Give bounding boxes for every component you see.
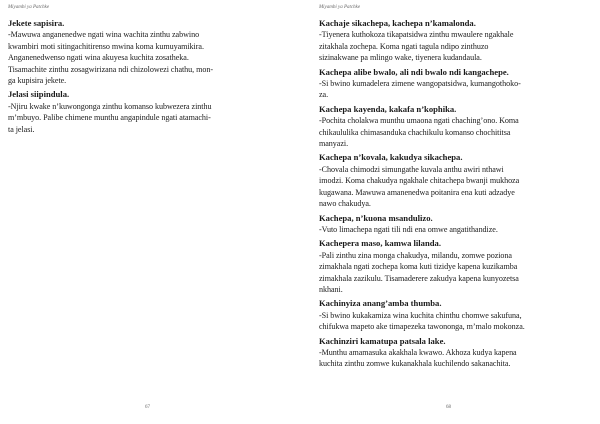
proverb-title: Kachinyiza anang’amba thumba. <box>319 298 442 309</box>
proverb-title: Kachepa n’kovala, kakudya sikachepa. <box>319 152 463 163</box>
proverb-entry <box>319 298 585 332</box>
proverb-explanation-line: manyazi. <box>319 139 349 149</box>
proverb-explanation-line: chifukwa mapeto ake timapezeka tawononga, m’malo mokonza. <box>319 322 525 332</box>
proverb-explanation-line: zimakhala ngati zochepa koma kuti tizidye kapena kuzikamba <box>319 262 518 272</box>
proverb-explanation-line: m’mbuyo. Palibe chimene munthu angapindule ngati atamachi- <box>8 113 211 123</box>
proverb-explanation-line: za. <box>319 90 329 100</box>
proverb-title: Kachepera maso, kamwa lilanda. <box>319 238 441 249</box>
proverb-explanation-line: -Pali zinthu zina monga chakudya, milandu, zomwe poziona <box>319 250 512 260</box>
proverb-title: Kachepa alibe bwalo, ali ndi bwalo ndi kangachepe. <box>319 66 509 77</box>
proverb-explanation-line: kwambiri moti sitingachitirenso mwina koma kumuyamikira. <box>8 41 204 51</box>
proverb-explanation-line: Anganenedwenso ngati wina akuyesa kuchita zosatheka. <box>8 53 189 63</box>
proverb-entry <box>319 18 585 64</box>
proverb-entry <box>319 67 585 101</box>
proverb-explanation-line: imodzi. Koma chakudya ngakhale chitachepa bwanji mukhoza <box>319 176 520 186</box>
proverb-explanation-line: Tisamachite zinthu zosagwirizana ndi chizolowezi chathu, mon- <box>8 64 214 74</box>
proverb-explanation-line: -Pochita cholakwa munthu umaona ngati chaching’ono. Koma <box>319 116 519 126</box>
proverb-explanation-line: -Si bwino kumadelera zimene wangopatsidwa, kumangothoko- <box>319 79 521 89</box>
proverb-explanation-line: nawo chakudya. <box>319 199 371 209</box>
proverb-title: Jekete sapisira. <box>8 18 65 28</box>
proverb-explanation-line: -Chovala chimodzi simungathe kuvala anthu awiri nthawi <box>319 164 504 174</box>
proverb-explanation-line: -Tiyenera kuthokoza tikapatsidwa zinthu mwaulere ngakhale <box>319 30 514 40</box>
proverb-title: Kachinziri kamatupa patsala lake. <box>319 335 446 346</box>
page-number: 67 <box>145 405 150 410</box>
proverb-explanation-line: zitakhala zochepa. Koma ngati tagula ndipo zinthuzo <box>319 41 489 51</box>
proverb-explanation-line: -Njiru kwake n’kuwongonga zinthu komanso kubwezera zinthu <box>8 101 212 111</box>
running-head: Miyambi ya Patchke <box>8 5 50 10</box>
proverb-explanation-line: kuchita zinthu zomwe kukanakhala kuchilendo sakanachita. <box>319 359 511 369</box>
proverb-entry <box>8 18 284 86</box>
proverb-title: Jelasi siipindula. <box>8 89 70 100</box>
proverb-title: Kachepa kayenda, kakafa n’kophika. <box>319 103 457 114</box>
page-content <box>319 18 585 373</box>
proverb-entry <box>319 104 585 150</box>
proverb-entry <box>319 238 585 295</box>
proverb-title: Kachepa, n’kuona msandulizo. <box>319 212 433 223</box>
proverb-explanation-line: sizinakwane pa mlingo wake, tiyenera kudandaula. <box>319 53 482 63</box>
proverb-explanation-line: ta jelasi. <box>8 124 35 134</box>
proverb-entry <box>8 89 284 135</box>
proverb-explanation-line: ga kupisira jekete. <box>8 76 67 86</box>
proverb-explanation-line: chikaululika chimasanduka chachikulu komanso chochititsa <box>319 127 511 137</box>
page-number: 68 <box>446 405 451 410</box>
proverb-explanation-line: -Mawuwa anganenedwe ngati wina wachita zinthu zabwino <box>8 30 200 40</box>
proverb-explanation-line: -Si bwino kukakamiza wina kuchita chinthu chomwe sakufuna, <box>319 310 522 320</box>
proverb-entry <box>319 336 585 370</box>
running-head: Miyambi ya Patchke <box>319 5 361 10</box>
proverb-entry <box>319 152 585 209</box>
proverb-explanation-line: zimakhala zazikulu. Tisamaderere zakudya kapena kunyozetsa <box>319 273 519 283</box>
proverb-explanation-line: -Munthu amamasuka akakhala kwawo. Akhoza kudya kapena <box>319 347 517 357</box>
proverb-explanation-line: nkhani. <box>319 284 343 294</box>
page-content <box>8 18 284 138</box>
proverb-explanation-line: -Vuto limachepa ngati tili ndi ena omwe angatithandize. <box>319 224 498 234</box>
proverb-title: Kachaje sikachepa, kachepa n’kamalonda. <box>319 18 476 28</box>
right-page <box>300 0 600 424</box>
proverb-entry <box>319 213 585 236</box>
proverb-explanation-line: kugawana. Mawuwa amanenedwa poitanira ena kuti adzadye <box>319 187 515 197</box>
